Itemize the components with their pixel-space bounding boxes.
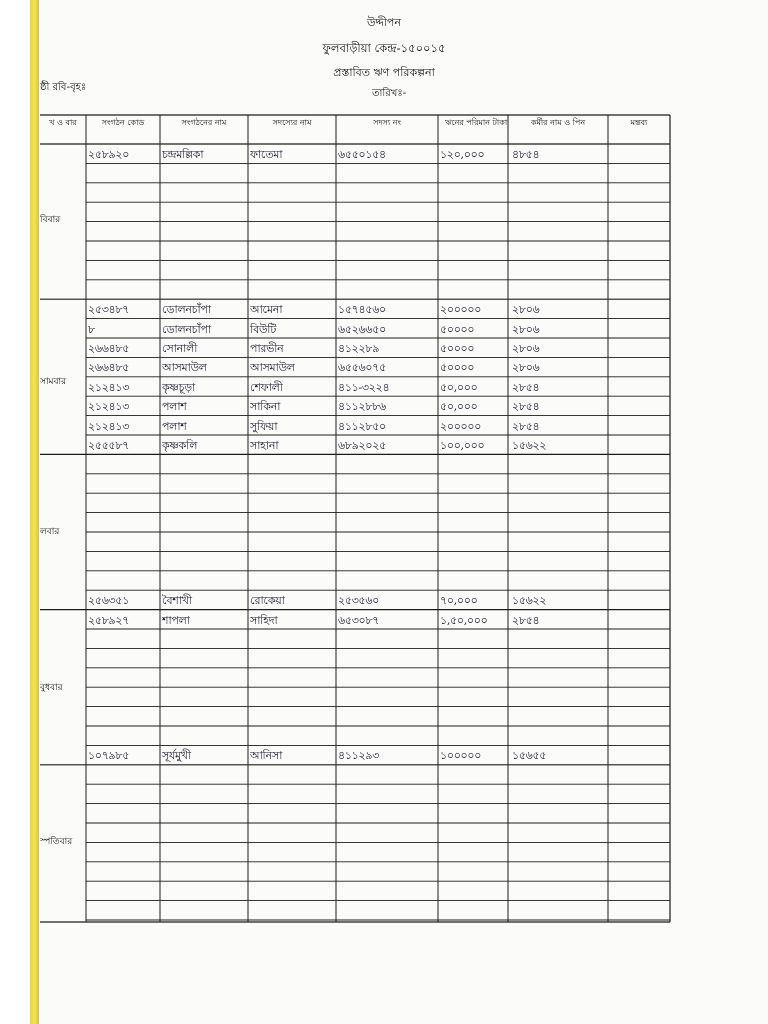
entry-code: ২১২৪১৩ [88, 400, 130, 414]
entry-member: শেফালী [250, 380, 283, 394]
entry-member: সাহানা [250, 439, 279, 452]
entry-amount: ২০০০০০ [440, 303, 482, 317]
entry-org: চন্দ্রমল্লিকা [162, 148, 204, 161]
entry-staff: ৪৮৫৪ [512, 148, 540, 161]
entry-amount: ১,৫০,০০০ [440, 613, 488, 627]
day-label-thursday: স্পতিবার [40, 837, 73, 847]
org-name: উদ্দীপন [367, 16, 401, 29]
entry-no: ৬৫৩০৮৭ [338, 613, 380, 627]
col-header-day: খ ও বার [49, 118, 77, 127]
col-header-member-no: সদস্য নং [373, 118, 401, 127]
entry-member: সুফিয়া [250, 419, 278, 433]
entry-code: ১০৭৯৮৫ [88, 749, 130, 763]
entry-org: ডোলনচাঁপা [162, 303, 211, 317]
entry-code: ২৫৫৫৮৭ [88, 439, 130, 452]
entry-member: বিউটি [250, 322, 277, 336]
entry-org: শাপলা [162, 613, 190, 627]
entry-staff: ২৮০৬ [512, 342, 540, 355]
entry-member: পারভীন [250, 342, 284, 355]
entry-member: আনিসা [250, 749, 283, 763]
entry-amount: ৫০০০০ [440, 342, 475, 355]
entry-no: ৪১১২৯৩ [338, 749, 380, 763]
entry-no: ৬৫২৬৬৫০ [338, 322, 386, 336]
entry-staff: ২৮৫৪ [512, 400, 540, 414]
day-label-sunday: বিবার [40, 215, 61, 225]
entry-code: ২৫৩৪৮৭ [88, 303, 130, 317]
form-title: প্রস্তাবিত ঋণ পরিকল্পনা [333, 66, 435, 79]
entry-member: রোকেয়া [250, 594, 285, 608]
entry-amount: ৭০,০০০ [440, 594, 478, 608]
entry-no: ২৫৩৫৬০ [338, 594, 380, 608]
entry-member: আসমাউল [250, 361, 295, 375]
entry-org: কৃষ্ণচূড়া [162, 380, 196, 394]
col-header-org-code: সংগঠন কোড [101, 118, 145, 127]
entry-member: সাহিদা [250, 613, 278, 627]
entry-member: ফাতেমা [250, 148, 283, 161]
entry-code: ২১২৪১৩ [88, 380, 130, 394]
entry-staff: ২৮০৬ [512, 322, 540, 336]
entry-org: আসমাউল [162, 361, 207, 375]
entry-amount: ৫০,০০০ [440, 380, 478, 394]
entry-code: ২৬৬৪৮৫ [88, 342, 130, 355]
entry-code: ২৫৮৯২৭ [88, 613, 130, 627]
entry-staff: ২৮০৬ [512, 303, 540, 317]
entry-code: ২৬৬৪৮৫ [88, 361, 130, 375]
col-header-remarks: মন্তব্য [630, 118, 648, 127]
entry-no: ৬৫৫০১৫৪ [338, 148, 386, 161]
day-label-monday: সামবার [40, 377, 67, 387]
entry-no: ১৫৭৪৫৬০ [338, 303, 386, 317]
entry-org: পলাশ [162, 400, 187, 414]
branch-name: ফুলবাড়ীয়া কেন্দ্র-১৫০০১৫ [322, 41, 446, 55]
group-label: ষ্ঠী রবি-বৃহঃ [40, 82, 87, 93]
entry-staff: ১৫৬২২ [512, 439, 547, 452]
entry-code: ২১২৪১৩ [88, 419, 130, 433]
entry-amount: ২০০০০০ [440, 419, 482, 433]
entry-org: সোনালী [162, 342, 198, 355]
entry-amount: ৫০০০০ [440, 322, 475, 336]
entry-staff: ২৮৫৪ [512, 419, 540, 433]
date-label: তারিখঃ- [372, 88, 407, 99]
entry-amount: ১০০,০০০ [440, 439, 485, 452]
entry-staff: ১৫৬২২ [512, 594, 547, 608]
entry-staff: ১৫৬৫৫ [512, 749, 547, 763]
entry-org: কৃষ্ণকলি [162, 439, 198, 452]
col-header-staff: কর্মীর নাম ও পিন [530, 118, 586, 127]
col-header-loan-amount: ঋনের পরিমান টাকা [444, 118, 508, 127]
entry-no: ৪১১২৮৫০ [338, 419, 386, 433]
entry-staff: ২৮৫৪ [512, 613, 540, 627]
entry-member: আমেনা [250, 303, 283, 317]
entry-code: ২৫৮৯২০ [88, 148, 130, 161]
entry-no: ৬৮৯২০২৫ [338, 439, 386, 452]
entry-code: ২৫৬৩৫১ [88, 594, 130, 608]
entry-amount: ১০০০০০ [440, 749, 482, 763]
entry-org: সূর্যমুখী [162, 749, 191, 763]
entry-no: ৪১১২৮৮৬ [338, 400, 386, 414]
entry-no: ৬৫৫৬০৭৫ [338, 361, 386, 375]
col-header-member-name: সদস্যের নাম [272, 118, 312, 127]
entry-staff: ২৮০৬ [512, 361, 540, 375]
entry-org: পলাশ [162, 419, 187, 433]
entry-member: সাকিনা [250, 400, 281, 414]
entry-code: ৮ [88, 322, 95, 336]
entry-org: ডোলনচাঁপা [162, 322, 211, 336]
entry-org: বৈশাখী [162, 594, 192, 608]
day-label-wednesday: বুধবার [40, 683, 63, 693]
day-label-tuesday: লবার [40, 527, 60, 537]
entry-amount: ১২০,০০০ [440, 148, 485, 161]
col-header-org-name: সংগঠনের নাম [181, 118, 227, 127]
entry-staff: ২৮৫৪ [512, 380, 540, 394]
entry-amount: ৫০,০০০ [440, 400, 478, 414]
entry-no: ৪১১-৩২২৪ [338, 380, 390, 394]
entry-amount: ৫০০০০ [440, 361, 475, 375]
entry-no: ৪১২২৮৯ [338, 342, 380, 355]
